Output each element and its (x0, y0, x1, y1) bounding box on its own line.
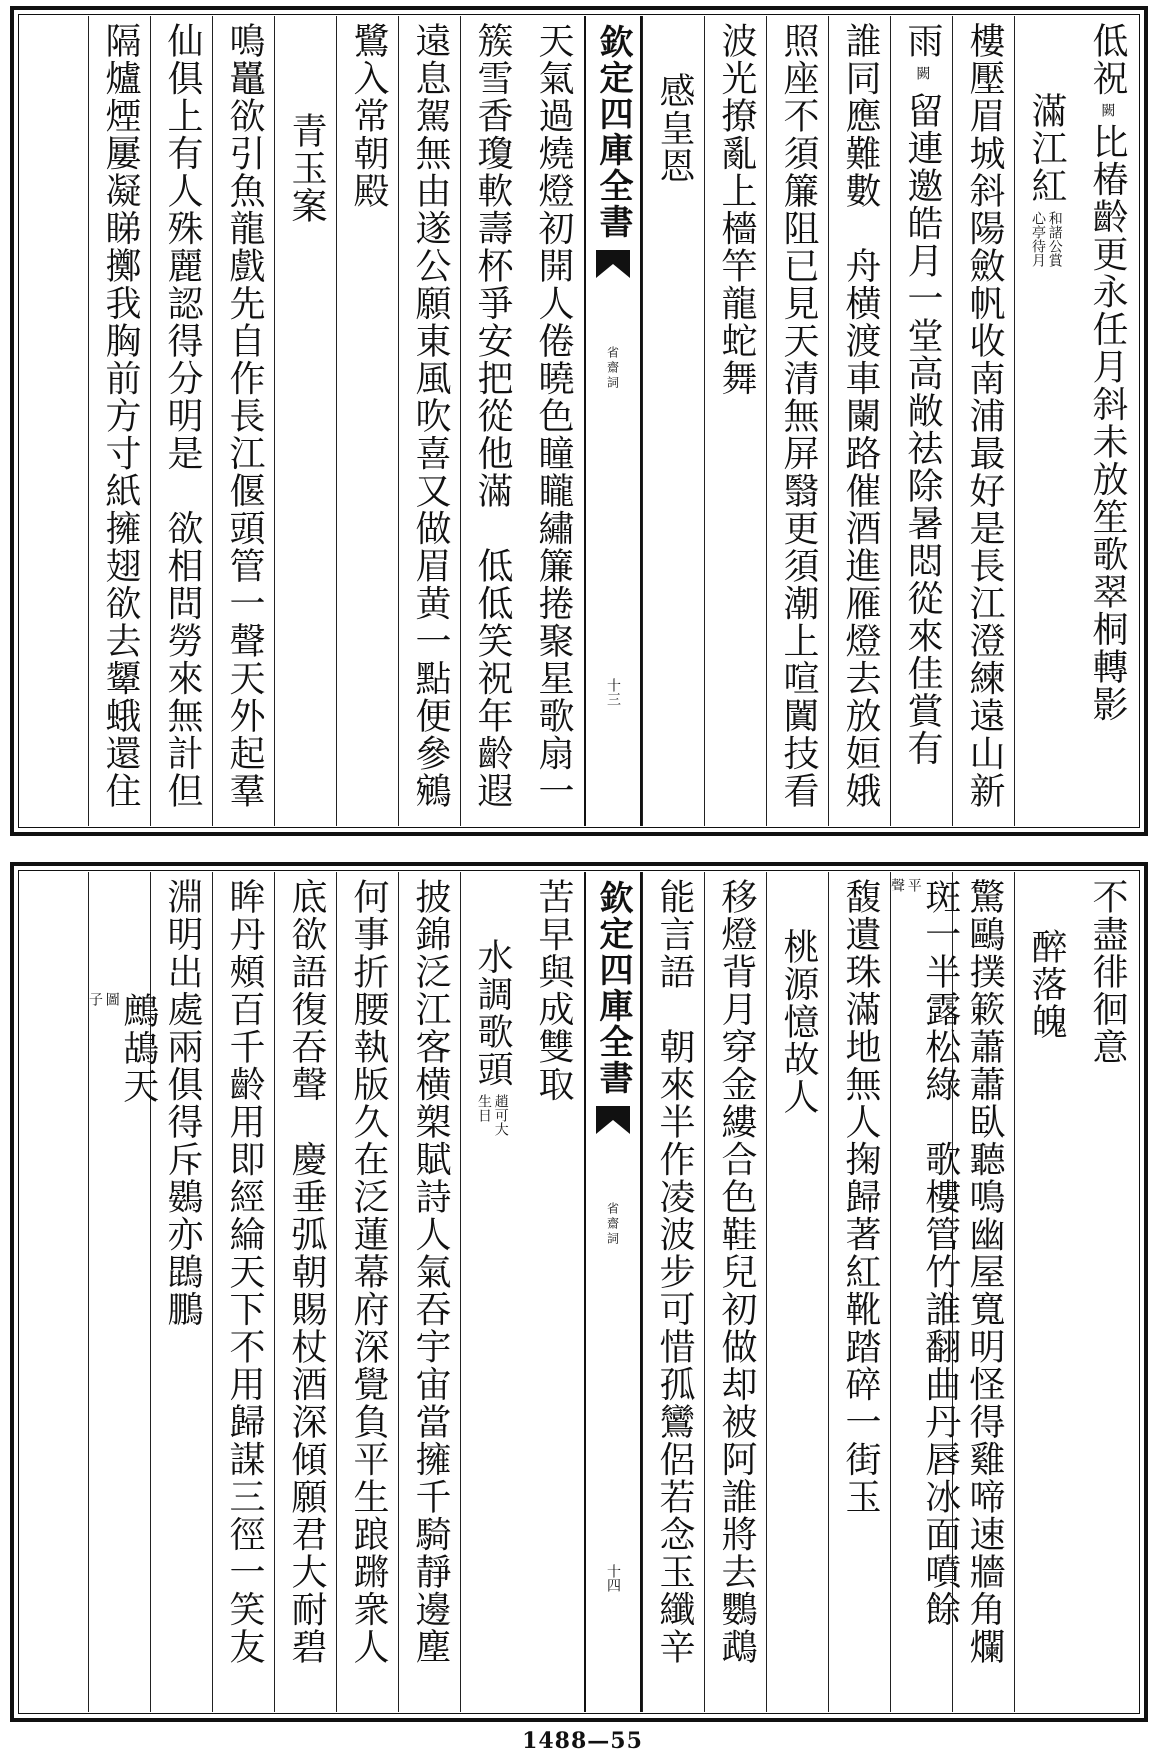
column: 低祝 闕 比椿齡更永任月斜未放笙歌翠桐轉影 (1087, 22, 1128, 723)
poem-title: 醉落魄 (1026, 928, 1067, 1041)
top-page (10, 6, 1148, 836)
center-gutter (584, 16, 642, 826)
section-title: 省齋詞 (605, 1202, 620, 1247)
column: 披錦泛江客横槊賦詩人氣吞宇宙當擁千騎靜邊塵 (398, 872, 461, 1712)
column (1014, 872, 1077, 1712)
page-footer-number: 1488—55 (522, 1728, 643, 1754)
poem-title: 感皇恩 (654, 72, 695, 185)
column: 鷓鴣天 圖 子 (88, 872, 151, 1712)
column: 天氣過燒燈初開人倦曉色瞳矓繡簾捲聚星歌扇一 (533, 22, 574, 810)
bottom-page (10, 862, 1148, 1722)
column: 淵明出處兩俱得斥鷃亦鵾鵬 (150, 872, 213, 1712)
page-number: 十三 (605, 678, 621, 706)
column: 照座不須簾阻已見天清無屏翳更須潮上喧闐技看 (766, 16, 829, 826)
column: 簇雪香瓊軟壽杯爭安把從他滿 低低笑祝年齡遐 (460, 16, 523, 826)
column: 移燈背月穿金縷合色鞋兒初做却被阿誰將去鸚鵡 (704, 872, 767, 1712)
column: 鳴鼉欲引魚龍戲先自作長江偃頭管一聲天外起羣 (212, 16, 275, 826)
column: 能言語 朝來半作凌波步可惜孤鸞侶若念玉纖辛 (642, 872, 705, 1712)
column: 樓壓眉城斜陽斂帆收南浦最好是長江澄練遠山新 (952, 16, 1015, 826)
column: 馥遺珠滿地無人掬歸著紅靴踏碎一街玉 (828, 872, 891, 1712)
poem-title: 青玉案 (286, 112, 327, 225)
column: 誰同應難數 舟横渡車闌路催酒進雁燈去放姮娥 (828, 16, 891, 826)
fishtail-mark-icon (594, 248, 632, 280)
column: 雨 闕 留連邀皓月一堂高敞祛除暑悶從來佳賞有 (890, 16, 953, 826)
column: 苦早與成雙取 (533, 878, 574, 1103)
column: 鷺入常朝殿 (336, 16, 399, 826)
column: 不盡徘徊意 (1087, 878, 1128, 1066)
column: 滿江紅 和諸公賞 心亭待月 (1014, 16, 1077, 826)
column: 水調歌頭 趙可大 生日 (460, 872, 523, 1712)
center-gutter (584, 872, 642, 1712)
column: 隔爐煙屢凝睇擲我胸前方寸紙擁翅欲去顰蛾還住 (88, 16, 151, 826)
section-title: 省齋詞 (605, 346, 620, 391)
book-title: 欽定四庫全書 (593, 24, 633, 240)
column (766, 872, 829, 1712)
poem-title: 鷓鴣天 (117, 992, 159, 1105)
poem-title: 水調歌頭 (472, 938, 513, 1088)
column (642, 16, 705, 826)
column: 斑一半露松綠 歌樓管竹誰翻曲丹唇冰面噴餘 平 聲 (890, 872, 953, 1712)
column: 何事折腰執版久在泛蓮幕府深覺負平生踉蹡衆人 (336, 872, 399, 1712)
column: 眸丹頰百千齡用即經綸天下不用歸謀三徑一笑友 (212, 872, 275, 1712)
fishtail-mark-icon (594, 1104, 632, 1136)
book-title: 欽定四庫全書 (593, 880, 633, 1096)
column: 遠息駕無由遂公願東風吹喜又做眉黄一點便參鵷 (398, 16, 461, 826)
column: 仙俱上有人殊麗認得分明是 欲相問勞來無計但 (150, 16, 213, 826)
poem-title: 桃源憶故人 (778, 928, 819, 1116)
column (274, 16, 337, 826)
poem-title: 滿江紅 (1026, 92, 1067, 205)
column: 驚鷗撲簌蕭蕭臥聽鳴幽屋寬明怪得雞啼速牆角爛 (952, 872, 1015, 1712)
page-number: 十四 (605, 1564, 621, 1592)
column: 底欲語復吞聲 慶垂弧朝賜杖酒深傾願君大耐碧 (274, 872, 337, 1712)
column: 波光撩亂上檣竿龍蛇舞 (704, 16, 767, 826)
